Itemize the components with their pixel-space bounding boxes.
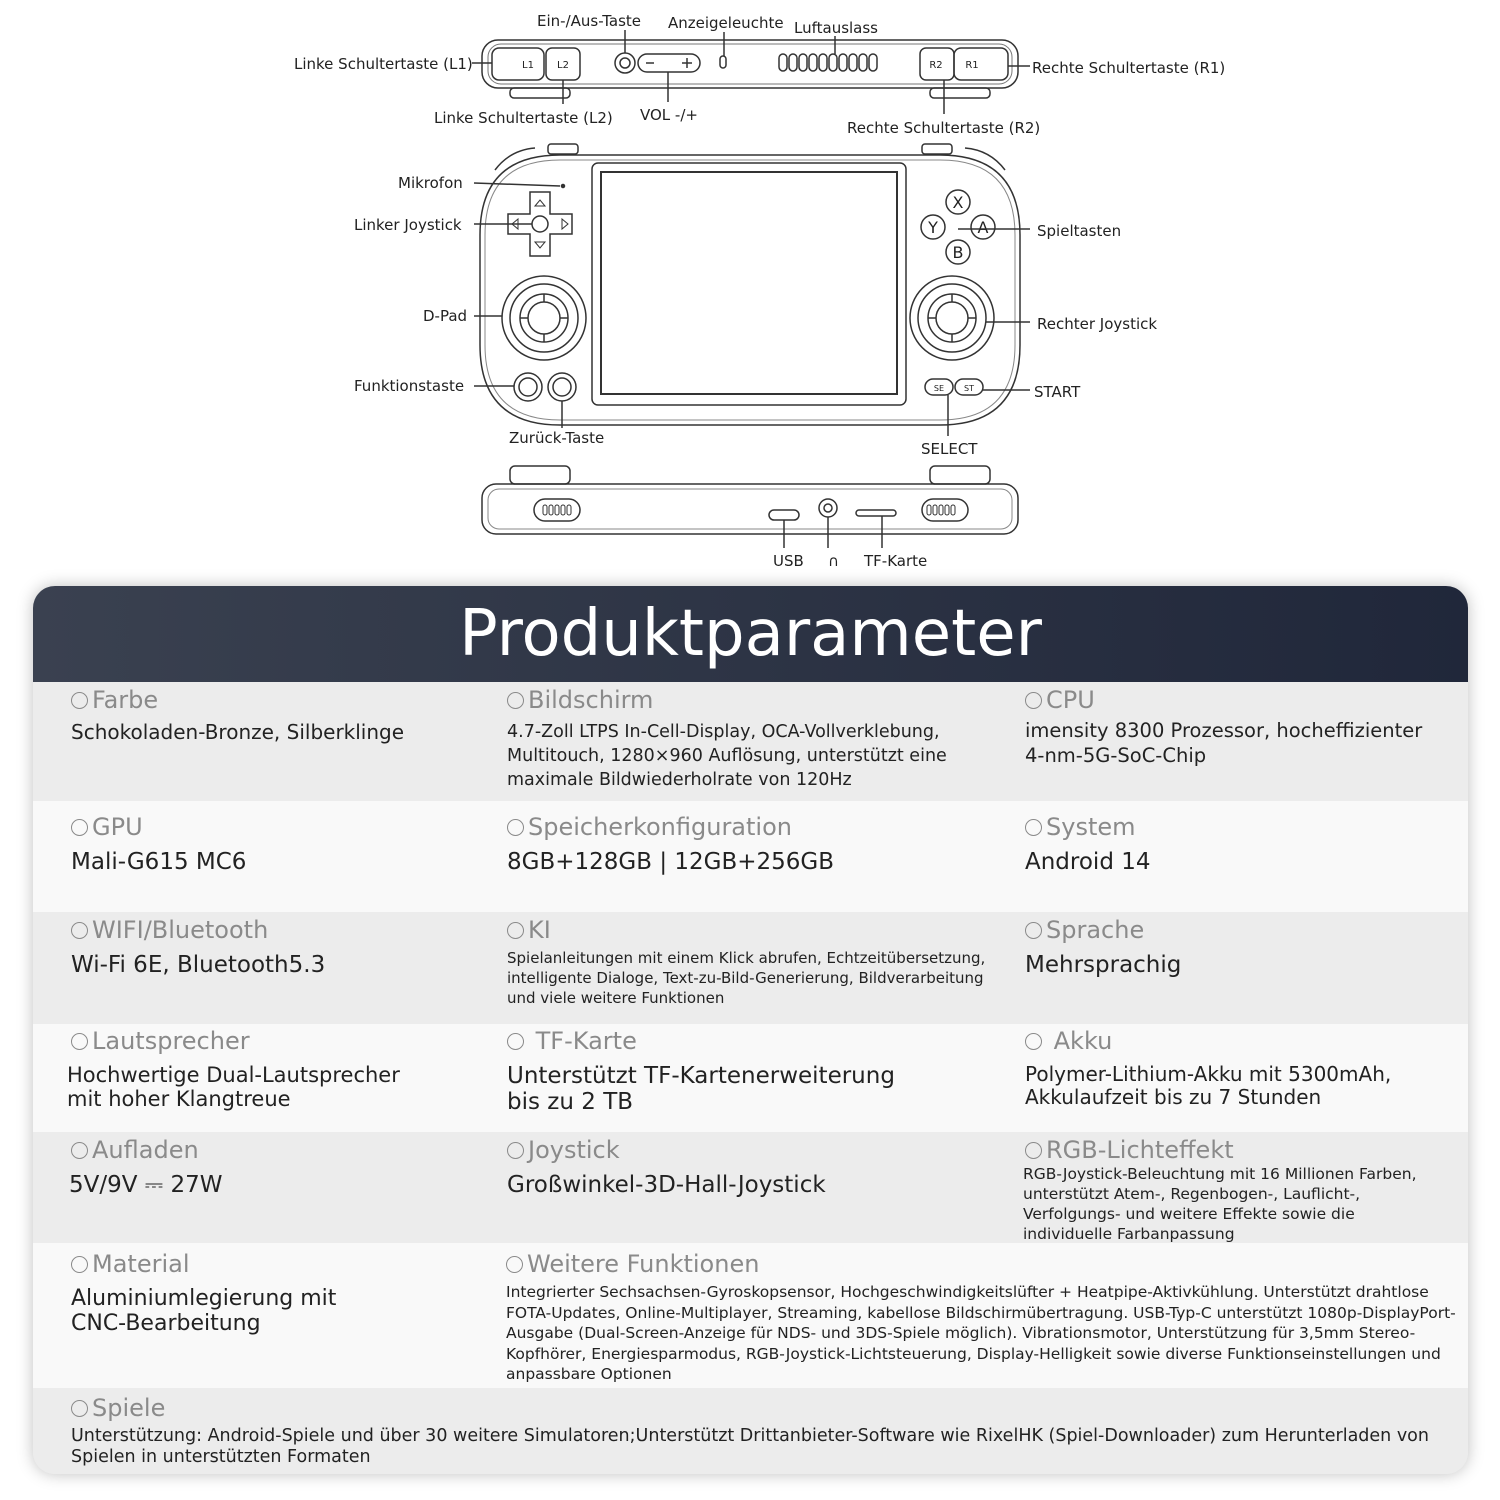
- label-r2: Rechte Schultertaste (R2): [847, 119, 1041, 137]
- spec-value: 5V/9V ⎓ 27W: [69, 1172, 223, 1198]
- label-l1: Linke Schultertaste (L1): [294, 55, 473, 73]
- label-start: START: [1034, 383, 1081, 401]
- spec-value: Mehrsprachig: [1025, 952, 1182, 978]
- left-stick-shape: [502, 276, 586, 360]
- circle-bullet-icon: [71, 1400, 88, 1417]
- label-power: Ein-/Aus-Taste: [537, 12, 642, 30]
- r1-button-shape: [954, 48, 1008, 80]
- function-button-shape: [514, 373, 542, 401]
- spec-cpu: [1025, 686, 1440, 768]
- spec-value: Großwinkel-3D-Hall-Joystick: [507, 1172, 826, 1198]
- spec-row-1: [33, 682, 1468, 801]
- spec-title: KI: [528, 916, 551, 944]
- label-vol: VOL -/+: [640, 106, 698, 124]
- spec-value: Schokoladen-Bronze, Silberklinge: [71, 720, 405, 744]
- spec-title: System: [1046, 813, 1136, 841]
- circle-bullet-icon: [1025, 1142, 1042, 1159]
- circle-bullet-icon: [507, 1142, 524, 1159]
- left-speaker-shape: [534, 499, 580, 521]
- label-left-joystick: Linker Joystick: [354, 216, 462, 234]
- spec-title: Akku: [1053, 1027, 1113, 1055]
- label-r1: Rechte Schultertaste (R1): [1032, 59, 1226, 77]
- spec-value: Wi-Fi 6E, Bluetooth5.3: [71, 952, 326, 978]
- circle-bullet-icon: [507, 1033, 524, 1050]
- spec-row-2: [33, 801, 1468, 912]
- circle-bullet-icon: [71, 922, 88, 939]
- label-headphone: ∩: [828, 552, 839, 570]
- usb-port-shape: [769, 510, 799, 520]
- st-mark: ST: [964, 384, 974, 393]
- spec-title: Joystick: [528, 1136, 620, 1164]
- circle-bullet-icon: [507, 692, 524, 709]
- spec-value: 4.7-Zoll LTPS In-Cell-Display, OCA-Vollverklebung, Multitouch, 1280×960 Auflösung, unterstützt eine maximale Bildwiederholrate von 120Hz: [507, 722, 947, 790]
- l2-mark: L2: [557, 60, 569, 71]
- spec-wifi: [71, 916, 491, 978]
- label-vent: Luftauslass: [794, 19, 879, 37]
- headphone-jack-shape: [819, 499, 837, 517]
- spec-value: Integrierter Sechsachsen-Gyroskopsensor, Hochgeschwindigkeitslüfter + Heatpipe-Aktivkühlung. Unterstützt drahtlose FOTA-Updates, Online-Multiplayer, Streaming, kabellose Bildschirmübertragung. USB-Typ-C unterstützt 1080p-DisplayPort-Ausgabe (Dual-Screen-Anzeige für NDS- und 3DS-Spiele möglich). Vibrationsmotor, Unterstützung für 3,5mm Stereo-Kopfhörer, Energiesparmodus, RGB-Joystick-Lichtsteuerung, Display-Helligkeit sowie diverse Funktionseinstellungen und anpassbare Optionen: [506, 1283, 1456, 1383]
- back-button-shape: [548, 373, 576, 401]
- spec-row-7: [33, 1388, 1468, 1474]
- right-stick-shape: [910, 276, 994, 360]
- spec-system: [1025, 813, 1440, 875]
- circle-bullet-icon: [71, 1142, 88, 1159]
- circle-bullet-icon: [71, 1033, 88, 1050]
- tf-slot-shape: [856, 510, 896, 516]
- spec-value: Android 14: [1025, 849, 1151, 875]
- spec-title: CPU: [1046, 686, 1095, 714]
- label-back-key: Zurück-Taste: [509, 429, 605, 447]
- front-view: [474, 144, 1030, 436]
- device-line-drawing: [0, 0, 1500, 580]
- spec-value: RGB-Joystick-Beleuchtung mit 16 Millionen Farben, unterstützt Atem-, Regenbogen-, Lauflicht-, Verfolgungs- und weitere Effekte sowie die individuelle Farbanpassung: [1023, 1165, 1417, 1243]
- spec-ki: [507, 916, 997, 1008]
- label-game-keys: Spieltasten: [1037, 222, 1122, 240]
- spec-akku: [1025, 1027, 1440, 1109]
- spec-value: Unterstützung: Android-Spiele und über 30 weitere Simulatoren;Unterstützt Drittanbieter-Software wie RixelHK (Spiel-Downloader) zum Herunterladen von Spielen in unterstützten Formaten: [71, 1426, 1429, 1467]
- x-mark: X: [952, 193, 964, 212]
- spec-value: 8GB+128GB | 12GB+256GB: [507, 849, 835, 875]
- panel-title: Produktparameter: [459, 597, 1042, 671]
- vent-shape: [779, 54, 877, 71]
- spec-title: Spiele: [92, 1394, 166, 1422]
- panel-header: [33, 586, 1468, 682]
- spec-material: [71, 1250, 471, 1336]
- indicator-shape: [720, 56, 726, 68]
- spec-value: imensity 8300 Prozessor, hocheffizienter 4-nm-5G-SoC-Chip: [1025, 719, 1423, 767]
- spec-title: Material: [92, 1250, 190, 1278]
- spec-spiele: [71, 1394, 1441, 1468]
- spec-row-4: [33, 1024, 1468, 1132]
- spec-speicher: [507, 813, 982, 875]
- spec-farbe: [71, 686, 491, 744]
- spec-value: Unterstützt TF-Kartenerweiterung bis zu 2 TB: [507, 1063, 895, 1115]
- circle-bullet-icon: [506, 1256, 523, 1273]
- l1-mark: L1: [522, 60, 534, 71]
- spec-row-3: [33, 912, 1468, 1024]
- spec-bildschirm: [507, 686, 982, 792]
- spec-title: WIFI/Bluetooth: [92, 916, 269, 944]
- circle-bullet-icon: [507, 922, 524, 939]
- spec-rgb: [1023, 1136, 1443, 1244]
- label-function-key: Funktionstaste: [354, 377, 465, 395]
- circle-bullet-icon: [1025, 922, 1042, 939]
- spec-title: Aufladen: [92, 1136, 199, 1164]
- power-button-shape: [615, 53, 635, 73]
- circle-bullet-icon: [71, 819, 88, 836]
- product-parameter-panel: [33, 586, 1468, 1474]
- label-tf-card: TF-Karte: [864, 552, 928, 570]
- spec-title: RGB-Lichteffekt: [1046, 1136, 1234, 1164]
- spec-value: Polymer-Lithium-Akku mit 5300mAh, Akkulaufzeit bis zu 7 Stunden: [1025, 1062, 1392, 1109]
- label-right-joystick: Rechter Joystick: [1037, 315, 1158, 333]
- label-l2: Linke Schultertaste (L2): [434, 109, 613, 127]
- spec-value: Aluminiumlegierung mit CNC-Bearbeitung: [71, 1286, 337, 1336]
- spec-aufladen: [69, 1136, 489, 1198]
- spec-title: Farbe: [92, 686, 159, 714]
- circle-bullet-icon: [1025, 1033, 1042, 1050]
- b-mark: B: [952, 243, 964, 262]
- circle-bullet-icon: [71, 692, 88, 709]
- spec-title: TF-Karte: [535, 1027, 637, 1055]
- l1-button-shape: [492, 48, 544, 80]
- spec-title: Weitere Funktionen: [527, 1250, 760, 1278]
- spec-row-6: [33, 1243, 1468, 1388]
- label-mic: Mikrofon: [398, 174, 463, 192]
- r2-mark: R2: [929, 60, 943, 71]
- spec-value: Spielanleitungen mit einem Klick abrufen, Echtzeitübersetzung, intelligente Dialoge, Text-zu-Bild-Generierung, Bildverarbeitung und viele weitere Funktionen: [507, 949, 986, 1007]
- spec-joystick: [507, 1136, 982, 1198]
- se-mark: SE: [933, 384, 945, 393]
- spec-title: Sprache: [1046, 916, 1145, 944]
- spec-title: Lautsprecher: [92, 1027, 250, 1055]
- spec-sprache: [1025, 916, 1440, 978]
- screen-shape: [592, 163, 906, 405]
- spec-lautsprecher: [67, 1027, 467, 1111]
- circle-bullet-icon: [1025, 692, 1042, 709]
- spec-weitere: [506, 1250, 1456, 1385]
- circle-bullet-icon: [507, 819, 524, 836]
- label-select: SELECT: [921, 440, 978, 458]
- spec-tfkarte: [507, 1027, 927, 1115]
- spec-row-5: [33, 1132, 1468, 1243]
- spec-value: Hochwertige Dual-Lautsprecher mit hoher Klangtreue: [67, 1063, 400, 1111]
- label-usb: USB: [773, 552, 804, 570]
- spec-title: GPU: [92, 813, 143, 841]
- circle-bullet-icon: [71, 1256, 88, 1273]
- spec-title: Bildschirm: [528, 686, 654, 714]
- spec-gpu: [71, 813, 491, 875]
- spec-value: Mali-G615 MC6: [71, 849, 247, 875]
- device-diagram: [0, 0, 1500, 580]
- y-mark: Y: [928, 218, 938, 237]
- spec-title: Speicherkonfiguration: [528, 813, 792, 841]
- label-indicator: Anzeigeleuchte: [668, 14, 784, 32]
- top-view: [472, 30, 1030, 114]
- a-mark: A: [977, 218, 989, 237]
- circle-bullet-icon: [1025, 819, 1042, 836]
- r1-mark: R1: [965, 60, 979, 71]
- label-dpad: D-Pad: [423, 307, 468, 325]
- bottom-view: [482, 466, 1018, 548]
